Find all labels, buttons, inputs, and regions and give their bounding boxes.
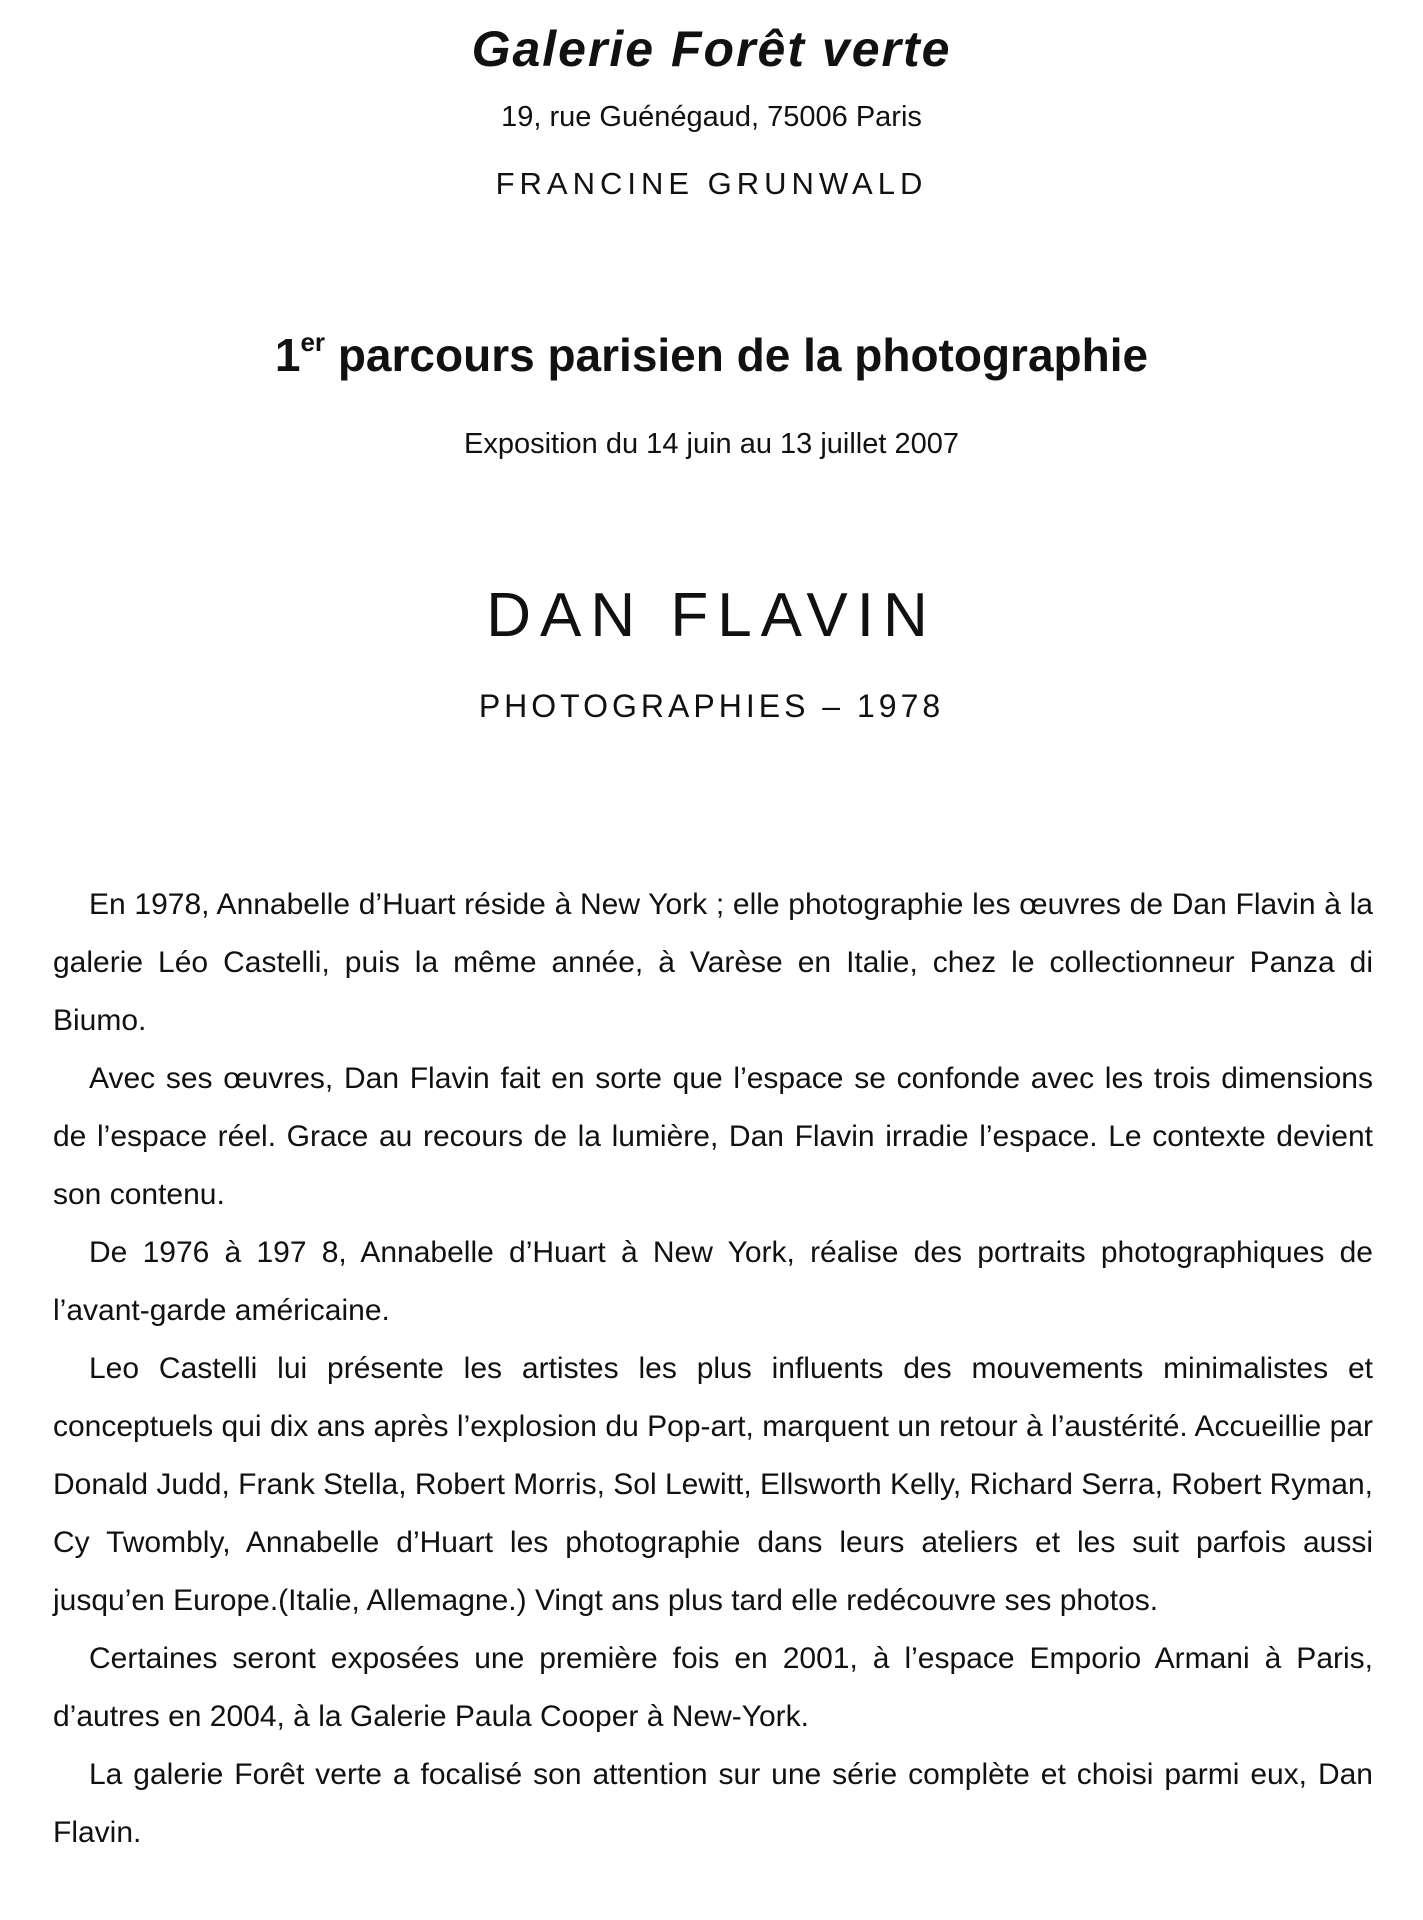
paragraph-5: Certaines seront exposées une première fois en 2001, à l’espace Emporio Armani à Paris, d’autres en 2004, à la Galerie Paula Cooper à New-York. bbox=[53, 1642, 1373, 1733]
paragraph-3: De 1976 à 197 8, Annabelle d’Huart à New York, réalise des portraits photographiques de l’avant-garde américaine. bbox=[53, 1236, 1373, 1327]
exhibition-dates: Exposition du 14 juin au 13 juillet 2007 bbox=[464, 428, 959, 460]
artist-name: DAN FLAVIN bbox=[486, 581, 937, 650]
event-ordinal-suffix: er bbox=[300, 327, 326, 357]
body-text bbox=[53, 876, 1373, 1862]
gallery-owner: FRANCINE GRUNWALD bbox=[495, 166, 928, 201]
event-title-text: parcours parisien de la photographie bbox=[325, 329, 1149, 381]
event-title bbox=[0, 328, 1423, 382]
paragraph-2: Avec ses œuvres, Dan Flavin fait en sorte que l’espace se confonde avec les trois dimensions de l’espace réel. Grace au recours de la lumière, Dan Flavin irradie l’espace. Le contexte devient son contenu. bbox=[53, 1062, 1373, 1211]
exhibition-subtitle: PHOTOGRAPHIES – 1978 bbox=[478, 688, 945, 724]
gallery-address: 19, rue Guénégaud, 75006 Paris bbox=[501, 101, 922, 133]
paragraph-6: La galerie Forêt verte a focalisé son attention sur une série complète et choisi parmi eux, Dan Flavin. bbox=[53, 1758, 1373, 1849]
gallery-name: Galerie Forêt verte bbox=[471, 21, 952, 77]
paragraph-1: En 1978, Annabelle d’Huart réside à New York ; elle photographie les œuvres de Dan Flavin à la galerie Léo Castelli, puis la même année, à Varèse en Italie, chez le collectionneur Panza di Biumo. bbox=[53, 888, 1373, 1037]
paragraph-4: Leo Castelli lui présente les artistes les plus influents des mouvements minimalistes et conceptuels qui dix ans après l’explosion du Pop-art, marquent un retour à l’austérité. Accueillie par Donald Judd, Frank Stella, Robert Morris, Sol Lewitt, Ellsworth Kelly, Richard Serra, Robert Ryman, Cy Twombly, Annabelle d’Huart les photographie dans leurs ateliers et les suit parfois aussi jusqu’en Europe.(Italie, Allemagne.) Vingt ans plus tard elle redécouvre ses photos. bbox=[53, 1352, 1373, 1617]
event-ordinal: 1 bbox=[274, 329, 301, 381]
